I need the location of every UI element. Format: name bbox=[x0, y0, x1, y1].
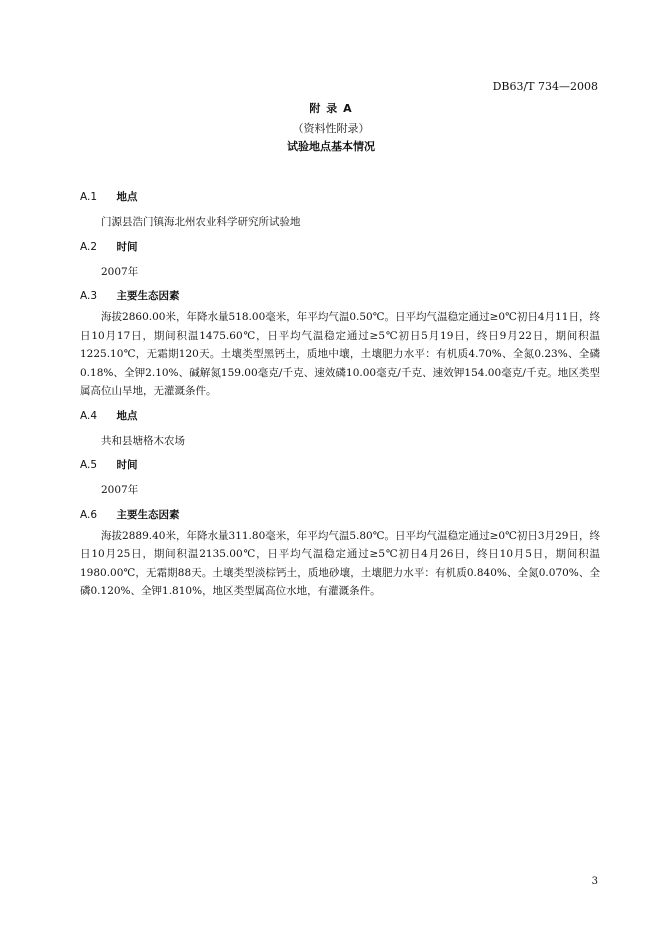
section-a4 bbox=[80, 407, 600, 457]
section-body: 共和县塘格木农场 bbox=[101, 434, 185, 447]
section-body: 海拔2889.40米，年降水量311.80毫米，年平均气温5.80℃。日平均气温稳定通过≥0℃初日3月29日，终日10月25日，期间积温2135.00℃，日平均气温稳定通过≥5℃初日4月26日，终日10月5日，期间积温1980.00℃，无霜期88天。土壤类型淡棕钙土，质地砂壤，土壤肥力水平：有机质0.840%、全氮0.070%、全磷0.120%、全钾1.810%，地区类型属高位水地，有灌溉条件。 bbox=[80, 529, 600, 597]
standard-code: DB63/T 734—2008 bbox=[492, 80, 598, 93]
section-a6 bbox=[80, 506, 600, 601]
section-a1 bbox=[80, 188, 600, 238]
section-a3 bbox=[80, 287, 600, 407]
appendix-content bbox=[80, 188, 600, 601]
section-heading bbox=[80, 188, 600, 207]
section-title: 地点 bbox=[116, 191, 138, 203]
section-heading bbox=[80, 407, 600, 426]
section-title: 时间 bbox=[116, 459, 138, 471]
section-heading bbox=[80, 506, 600, 525]
appendix-title: 附 录 A bbox=[309, 102, 353, 115]
section-number: A.1 bbox=[80, 191, 98, 203]
section-body: 2007年 bbox=[101, 265, 139, 278]
section-title: 主要生态因素 bbox=[116, 508, 180, 521]
section-title: 主要生态因素 bbox=[116, 290, 180, 302]
section-heading bbox=[80, 238, 600, 257]
section-heading bbox=[80, 456, 600, 475]
section-title: 地点 bbox=[116, 409, 138, 422]
section-body: 海拔2860.00米，年降水量518.00毫米，年平均气温0.50℃。日平均气温稳定通过≥0℃初日4月11日，终日10月17日，期间积温1475.60℃，日平均气温稳定通过≥5℃初日5月19日，终日9月22日，期间积温1225.10℃，无霜期120天。土壤类型黑钙土，质地中壤，土壤肥力水平：有机质4.70%、全氮0.23%、全磷0.18%、全钾2.10%、碱解氮159.00毫克/千克、速效磷10.00毫克/千克、速效钾154.00毫克/千克。地区类型属高位山旱地，无灌溉条件。 bbox=[80, 311, 600, 397]
appendix-subtitle: （资料性附录） bbox=[292, 122, 370, 135]
section-number: A.6 bbox=[80, 508, 98, 521]
appendix-heading: 试验地点基本情况 bbox=[287, 140, 375, 153]
section-heading bbox=[80, 287, 600, 306]
section-number: A.2 bbox=[80, 240, 98, 253]
section-body: 门源县浩门镇海北州农业科学研究所试验地 bbox=[101, 216, 301, 228]
section-number: A.5 bbox=[80, 459, 98, 471]
section-body: 2007年 bbox=[101, 484, 139, 496]
page-number: 3 bbox=[591, 876, 598, 887]
section-title: 时间 bbox=[116, 240, 138, 253]
section-number: A.3 bbox=[80, 290, 98, 302]
section-a5 bbox=[80, 456, 600, 506]
section-number: A.4 bbox=[80, 409, 98, 422]
section-a2 bbox=[80, 238, 600, 288]
